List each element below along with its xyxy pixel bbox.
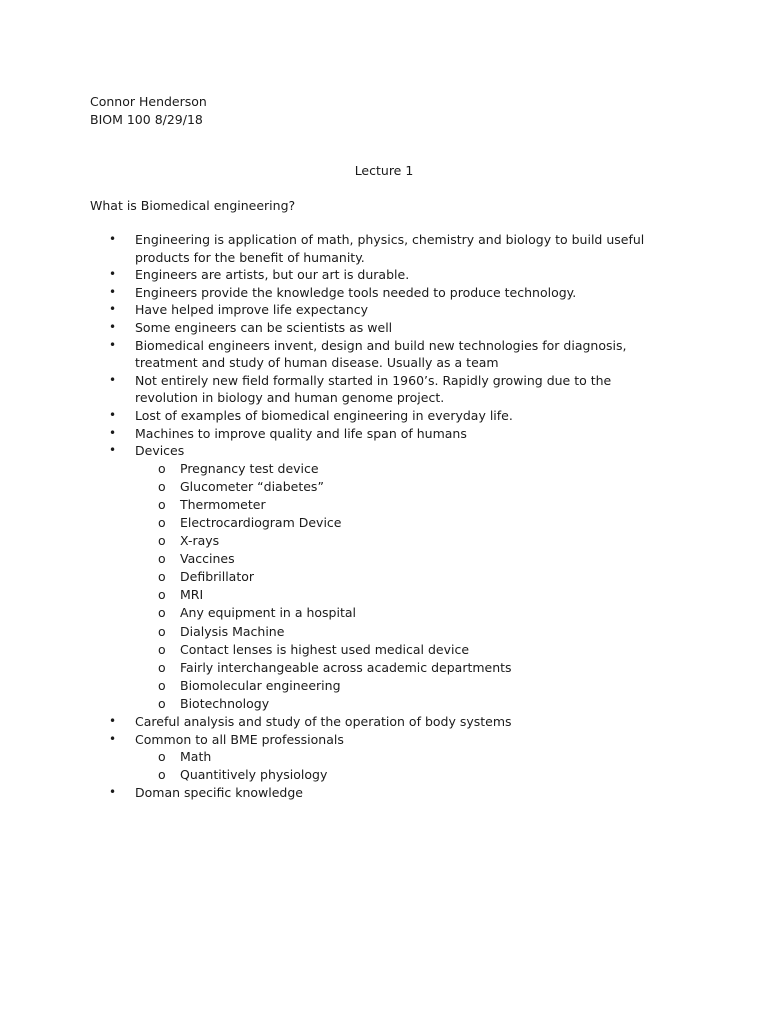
bullet-marker: • xyxy=(109,407,117,422)
bullet-marker: • xyxy=(109,302,117,317)
list-item-text: Doman specific knowledge xyxy=(135,785,303,801)
list-item xyxy=(0,407,768,425)
sub-list-item-text: Fairly interchangeable across academic departments xyxy=(180,659,512,675)
sub-list-item-text: Biotechnology xyxy=(180,695,270,711)
section-question: What is Biomedical engineering? xyxy=(90,198,296,213)
sub-list-item xyxy=(0,514,768,532)
author-name: Connor Henderson xyxy=(90,94,207,109)
list-item-common xyxy=(0,731,768,749)
sub-bullet-marker: o xyxy=(158,533,166,549)
list-item xyxy=(0,713,768,731)
sub-bullet-marker: o xyxy=(158,659,166,675)
sub-list-item-text: Pregnancy test device xyxy=(180,460,319,476)
bullet-marker: • xyxy=(109,337,117,352)
list-item-text: Machines to improve quality and life span of humans xyxy=(135,425,467,441)
sub-list-item-text: Biomolecular engineering xyxy=(180,677,341,693)
sub-bullet-marker: o xyxy=(158,587,166,603)
sub-bullet-marker: o xyxy=(158,460,166,476)
sub-list-item xyxy=(0,659,768,677)
sub-list-item xyxy=(0,550,768,568)
list-item xyxy=(0,266,768,284)
bullet-list xyxy=(0,231,768,802)
document-header xyxy=(90,93,207,129)
sub-list-item xyxy=(0,748,768,766)
bullet-marker: • xyxy=(109,731,117,746)
list-item xyxy=(0,301,768,319)
sub-bullet-marker: o xyxy=(158,767,166,783)
sub-list-item-text: X-rays xyxy=(180,533,220,549)
sub-list-item-text: Glucometer “diabetes” xyxy=(180,478,324,494)
sub-list-item-text: Quantitively physiology xyxy=(180,767,328,783)
sub-list-item-text: MRI xyxy=(180,587,204,603)
sub-list-item xyxy=(0,568,768,586)
sub-list-item-text: Contact lenses is highest used medical device xyxy=(180,641,470,657)
sub-bullet-marker: o xyxy=(158,478,166,494)
bullet-marker: • xyxy=(109,284,117,299)
list-item xyxy=(0,425,768,443)
list-item xyxy=(0,784,768,802)
sub-list-item-text: Vaccines xyxy=(180,551,235,567)
list-item-text: Biomedical engineers invent, design and build new technologies for diagnosis, treatment and study of human disease. Usually as a team xyxy=(135,337,627,371)
sub-list-item xyxy=(0,623,768,641)
list-item-text: Careful analysis and study of the operation of body systems xyxy=(135,714,512,730)
list-item xyxy=(0,284,768,302)
sub-bullet-marker: o xyxy=(158,515,166,530)
list-item-text: Engineers are artists, but our art is durable. xyxy=(135,267,410,283)
bullet-marker: • xyxy=(109,443,117,458)
sub-list-item xyxy=(0,586,768,604)
list-item-text: Devices xyxy=(135,443,185,459)
list-item-text: Engineering is application of math, physics, chemistry and biology to build useful products for the benefit of humanity. xyxy=(135,232,645,265)
list-item-text: Engineers provide the knowledge tools needed to produce technology. xyxy=(135,284,577,300)
sub-list-item-text: Math xyxy=(180,749,212,765)
sub-list-item-text: Dialysis Machine xyxy=(180,623,285,639)
bullet-marker: • xyxy=(109,232,117,246)
sub-bullet-marker: o xyxy=(158,551,166,567)
list-item xyxy=(0,231,768,266)
sub-list-item-text: Thermometer xyxy=(180,496,266,512)
course-and-date: BIOM 100 8/29/18 xyxy=(90,112,203,127)
list-item-text: Common to all BME professionals xyxy=(135,731,344,747)
sub-list-item xyxy=(0,677,768,695)
list-item xyxy=(0,319,768,337)
sub-bullet-marker: o xyxy=(158,695,166,711)
sub-bullet-marker: o xyxy=(158,677,166,693)
sub-bullet-marker: o xyxy=(158,623,166,639)
sub-list-item xyxy=(0,766,768,784)
sub-list-item xyxy=(0,532,768,550)
list-item xyxy=(0,337,768,372)
list-item-devices xyxy=(0,442,768,460)
sub-bullet-marker: o xyxy=(158,569,166,585)
bullet-marker: • xyxy=(109,714,117,729)
bullet-marker: • xyxy=(109,267,117,282)
sub-list-item xyxy=(0,460,768,478)
sub-list-item xyxy=(0,695,768,713)
sub-list-item xyxy=(0,641,768,659)
sub-bullet-marker: o xyxy=(158,641,166,657)
list-item-text: Have helped improve life expectancy xyxy=(135,302,369,318)
sub-list-item-text: Electrocardiogram Device xyxy=(180,515,342,530)
sub-bullet-marker: o xyxy=(158,749,166,765)
lecture-title: Lecture 1 xyxy=(354,163,414,178)
sub-list-item-text: Defibrillator xyxy=(180,569,255,585)
sub-list-item xyxy=(0,604,768,622)
bullet-marker: • xyxy=(109,319,117,334)
bullet-marker: • xyxy=(109,425,117,440)
list-item-text: Some engineers can be scientists as well xyxy=(135,319,393,335)
list-item xyxy=(0,372,768,407)
sub-bullet-marker: o xyxy=(158,605,166,621)
sub-bullet-marker: o xyxy=(158,496,166,512)
bullet-marker: • xyxy=(109,372,117,387)
sub-list-item xyxy=(0,478,768,496)
list-item-text: Not entirely new field formally started in 1960’s. Rapidly growing due to the revolution in biology and human genome project. xyxy=(135,372,612,406)
list-item-text: Lost of examples of biomedical engineering in everyday life. xyxy=(135,407,513,423)
sub-list-item-text: Any equipment in a hospital xyxy=(180,605,356,621)
bullet-marker: • xyxy=(109,785,117,800)
sub-list-item xyxy=(0,496,768,514)
